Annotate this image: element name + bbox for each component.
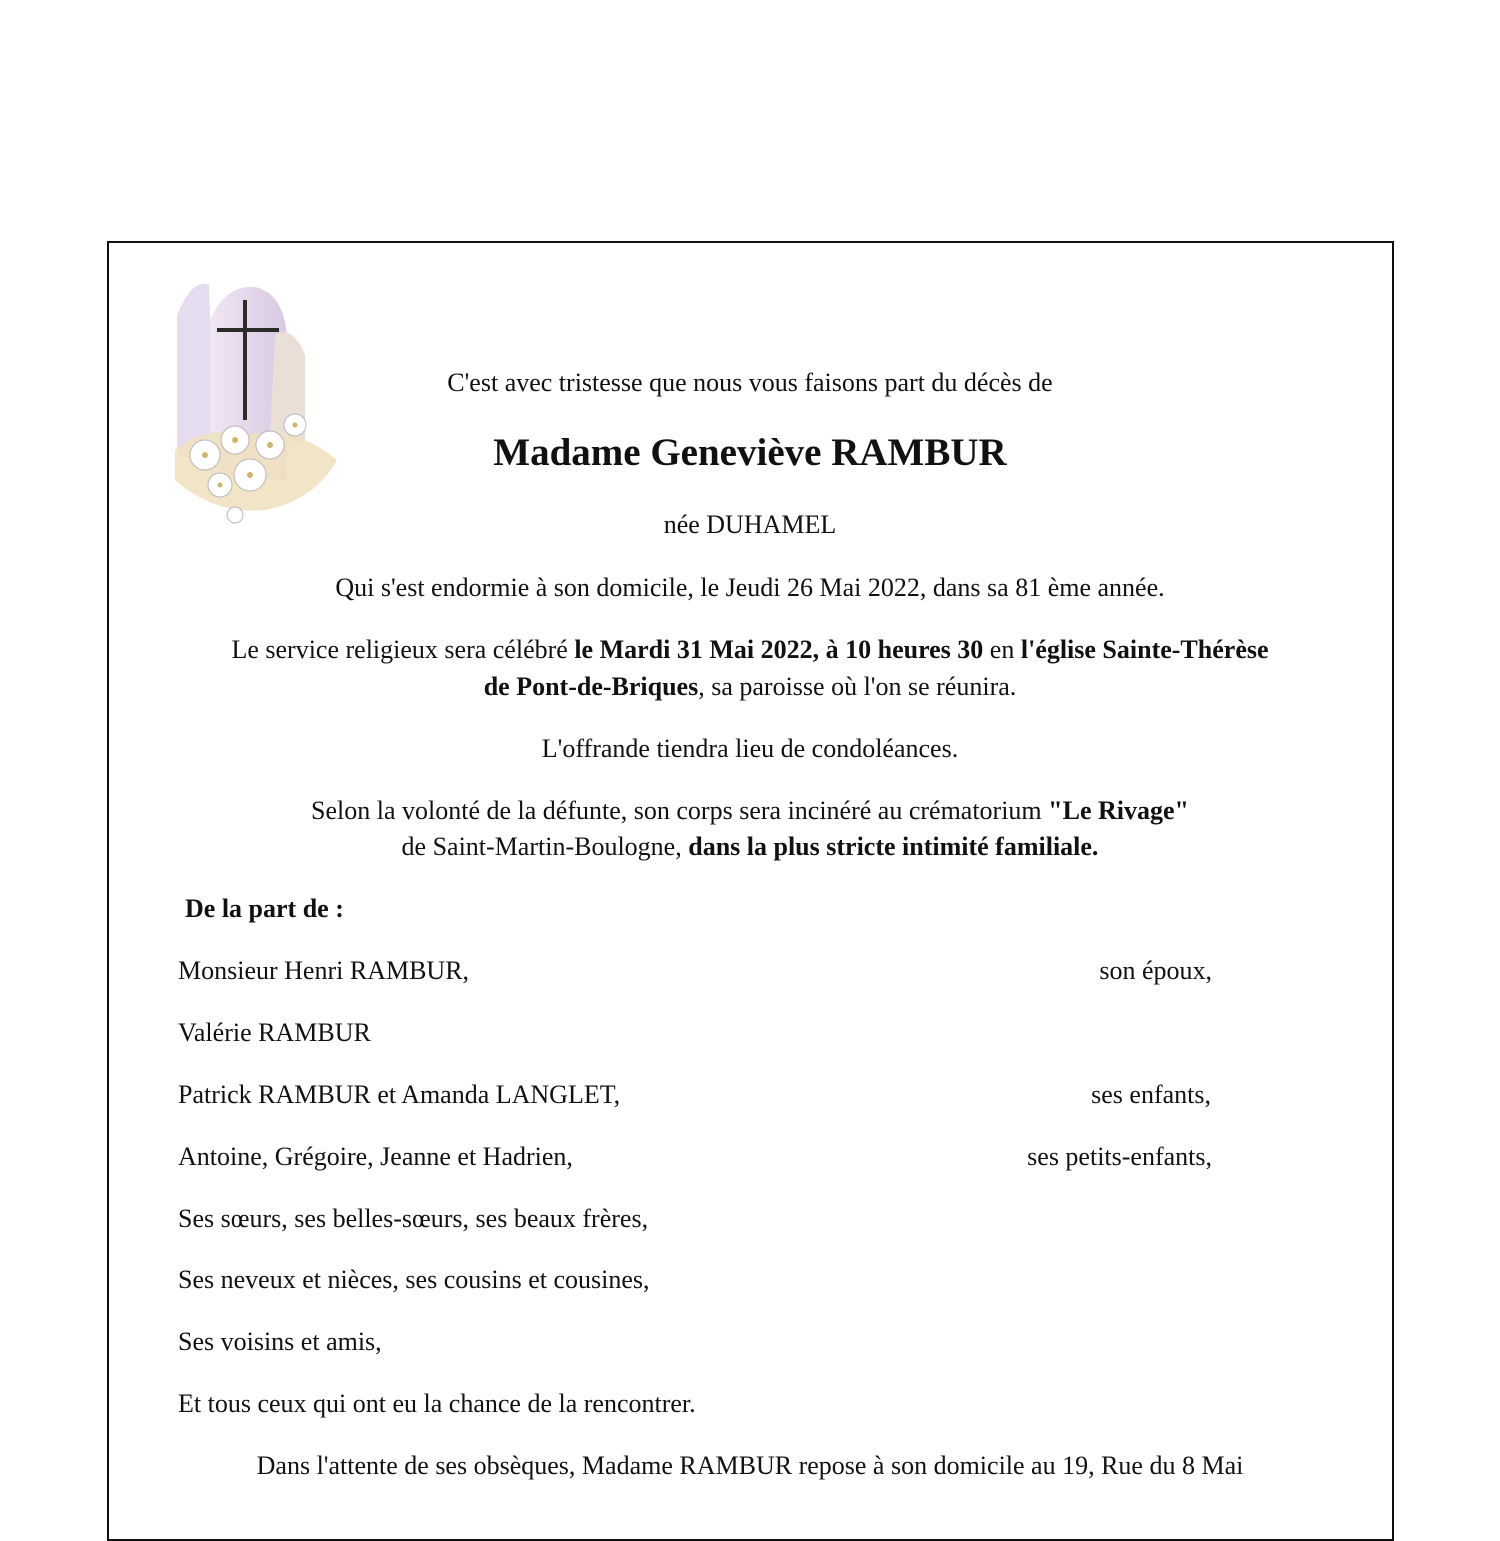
cremation-text: de Saint-Martin-Boulogne, (401, 832, 689, 861)
others-line: Ses sœurs, ses belles-sœurs, ses beaux frères, (178, 1204, 649, 1233)
cross-and-flowers-illustration (165, 275, 340, 533)
family-member-name: Valérie RAMBUR (178, 1018, 371, 1047)
others-line: Ses neveux et nièces, ses cousins et cousines, (178, 1265, 650, 1294)
offering-note: L'offrande tiendra lieu de condoléances. (541, 734, 959, 763)
service-date: le Mardi 31 Mai 2022, à 10 heures 30 (574, 635, 984, 664)
family-relation: ses petits-enfants, (1027, 1142, 1212, 1171)
family-relation: ses enfants, (1091, 1080, 1211, 1109)
cremation-line-2 (0, 832, 1500, 862)
service-text: Le service religieux sera célébré (231, 635, 575, 664)
maiden-name: née DUHAMEL (663, 510, 837, 539)
closing-text: Dans l'attente de ses obsèques, Madame RAMBUR repose à son domicile au 19, Rue du 8 Mai (256, 1451, 1244, 1480)
cremation-privacy-note: dans la plus stricte intimité familiale. (688, 832, 1099, 861)
intro-text: C'est avec tristesse que nous vous faisons part du décès de (447, 368, 1053, 397)
cross-horizontal (217, 328, 279, 332)
family-relation: son époux, (1099, 956, 1212, 985)
church-name: l'église Sainte-Thérèse (1020, 635, 1269, 664)
family-member-name: Antoine, Grégoire, Jeanne et Hadrien, (178, 1142, 573, 1171)
service-line-1 (0, 635, 1500, 665)
service-text: , sa paroisse où l'on se réunira. (698, 672, 1017, 701)
service-text: en (983, 635, 1021, 664)
family-member-name: Patrick RAMBUR et Amanda LANGLET, (178, 1080, 621, 1109)
family-member-name: Monsieur Henri RAMBUR, (178, 956, 470, 985)
death-notice: Qui s'est endormie à son domicile, le Jeudi 26 Mai 2022, dans sa 81 ème année. (335, 573, 1165, 602)
others-line: Et tous ceux qui ont eu la chance de la rencontrer. (178, 1389, 696, 1418)
cross-vertical (243, 300, 247, 420)
service-line-2 (0, 672, 1500, 702)
church-location: de Pont-de-Briques (483, 672, 699, 701)
from-heading: De la part de : (185, 894, 344, 923)
deceased-name: Madame Geneviève RAMBUR (493, 431, 1007, 474)
cremation-line-1 (0, 796, 1500, 826)
cremation-text: Selon la volonté de la défunte, son corps sera incinéré au crématorium (311, 796, 1049, 825)
crematorium-name: "Le Rivage" (1048, 796, 1189, 825)
others-line: Ses voisins et amis, (178, 1327, 382, 1356)
